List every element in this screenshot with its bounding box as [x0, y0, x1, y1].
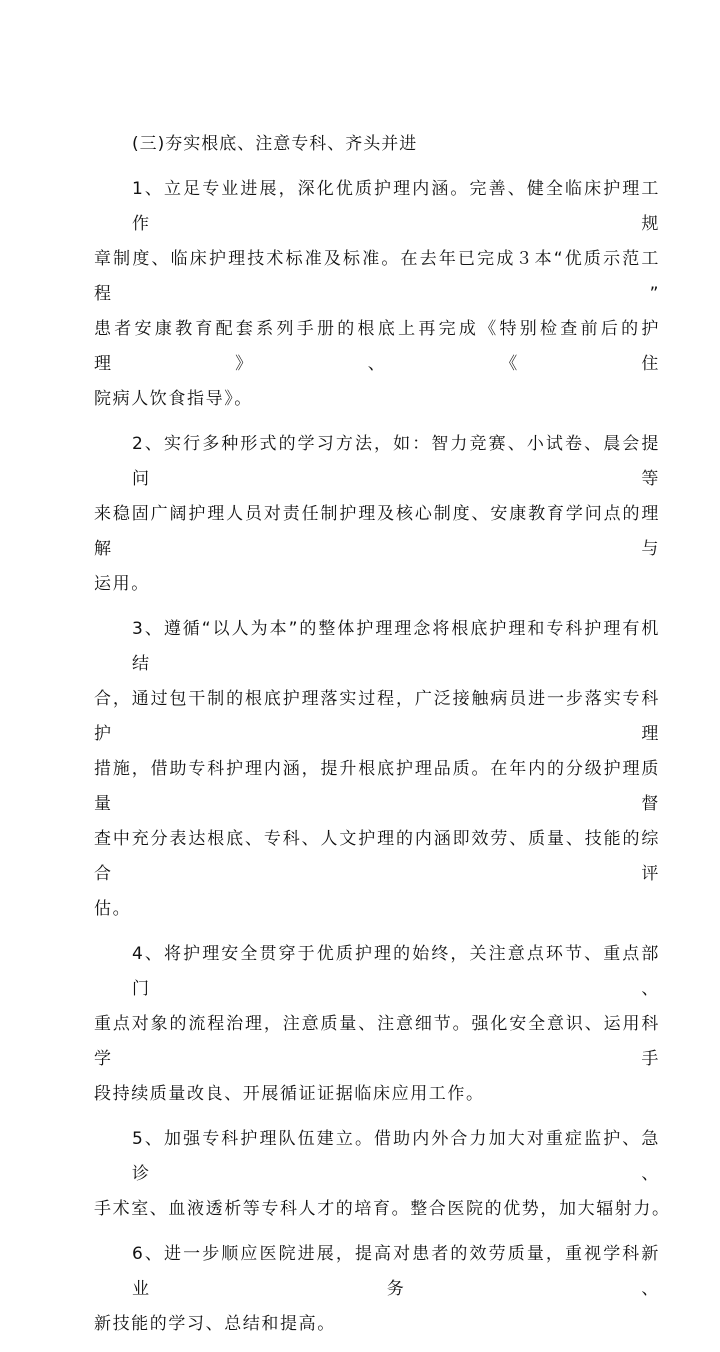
paragraph-line: 运用。 [94, 574, 150, 594]
document-body [94, 127, 671, 1352]
paragraph-line: 患者安康教育配套系列手册的根底上再完成《特别检查前后的护理》、《住 [94, 319, 660, 374]
paragraph-line: 段持续质量改良、开展循证证据临床应用工作。 [94, 1084, 485, 1104]
paragraph-line: 4、将护理安全贯穿于优质护理的始终，关注意点环节、重点部门、 [132, 944, 660, 999]
paragraph-line: 查中充分表达根底、专科、人文护理的内涵即效劳、质量、技能的综合评 [94, 829, 660, 884]
paragraph-line: 措施，借助专科护理内涵，提升根底护理品质。在年内的分级护理质量督 [94, 759, 660, 814]
paragraph-line: 估。 [94, 899, 132, 919]
section-heading: (三)夯实根底、注意专科、齐头并进 [132, 134, 418, 154]
paragraph-line: 重点对象的流程治理，注意质量、注意细节。强化安全意识、运用科学手 [94, 1014, 660, 1069]
paragraph-line: 3、遵循“以人为本”的整体护理理念将根底护理和专科护理有机结 [132, 619, 660, 674]
paragraph-line: 2、实行多种形式的学习方法，如：智力竞赛、小试卷、晨会提问等 [132, 434, 660, 489]
paragraph-3 [94, 612, 660, 927]
paragraph-line: 院病人饮食指导》。 [94, 389, 253, 409]
paragraph-line: 合，通过包干制的根底护理落实过程，广泛接触病员进一步落实专科护理 [94, 689, 660, 744]
paragraph-5 [94, 1122, 671, 1227]
paragraph-line: 1、立足专业进展，深化优质护理内涵。完善、健全临床护理工作规 [132, 179, 660, 234]
paragraph-6 [94, 1237, 660, 1342]
paragraph-line: 章制度、临床护理技术标准及标准。在去年已完成３本“优质示范工程” [94, 249, 660, 304]
paragraph-line: 5、加强专科护理队伍建立。借助内外合力加大对重症监护、急诊、 [132, 1129, 660, 1184]
paragraph-line: 6、进一步顺应医院进展，提高对患者的效劳质量，重视学科新业务、 [132, 1244, 660, 1299]
paragraph-line: 新技能的学习、总结和提高。 [94, 1314, 336, 1334]
paragraph-2 [94, 427, 660, 602]
paragraph-line: 手术室、血液透析等专科人才的培育。整合医院的优势，加大辐射力。 [94, 1199, 671, 1219]
paragraph-1 [94, 172, 660, 417]
paragraph-4 [94, 937, 660, 1112]
paragraph-line: 来稳固广阔护理人员对责任制护理及核心制度、安康教育学问点的理解与 [94, 504, 660, 559]
